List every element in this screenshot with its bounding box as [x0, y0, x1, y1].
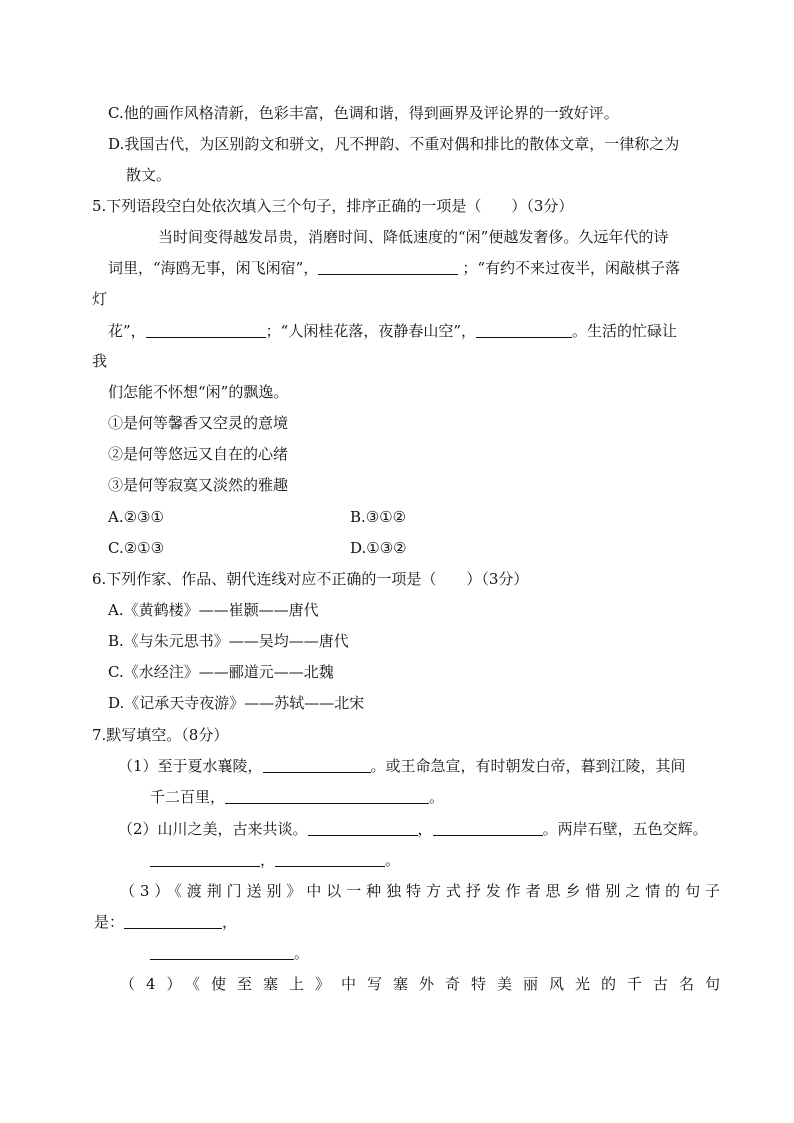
- q7-blank-1[interactable]: [263, 756, 371, 773]
- q7-blank-7[interactable]: [124, 912, 222, 929]
- q5-passage-line4: 花”， ；“人闲桂花落，夜静春山空”， 。生活的忙碌让: [108, 322, 678, 340]
- q5-option-c[interactable]: C.②①③: [108, 539, 165, 557]
- q6-stem: 6.下列作家、作品、朝代连线对应不正确的一项是（ ）（3分）: [92, 570, 529, 588]
- q5-option-b[interactable]: B.③①②: [350, 508, 407, 526]
- q7-item2-line1: （2）山川之美，古来共谈。 ， 。两岸石壁，五色交辉。: [118, 820, 708, 838]
- q7-item1-line2: 千二百里， 。: [150, 788, 445, 806]
- q5-sentence-3: ③是何等寂寞又淡然的雅趣: [108, 476, 289, 494]
- q7-blank-5[interactable]: [150, 850, 260, 867]
- q6-option-b[interactable]: B.《与朱元思书》——吴均——唐代: [108, 632, 349, 650]
- q6-option-d[interactable]: D.《记承天寺夜游》——苏轼——北宋: [108, 694, 365, 712]
- q5-passage-line3: 灯: [92, 290, 108, 308]
- q4-option-d-line1: D.我国古代，为区别韵文和骈文，凡不押韵、不重对偶和排比的散体文章，一律称之为: [108, 135, 680, 153]
- q5-blank-3[interactable]: [476, 321, 572, 338]
- q5-option-a[interactable]: A.②③①: [108, 508, 164, 526]
- q5-passage-line2: 词里，“海鸥无事，闲飞闲宿”， ；“有约不来过夜半，闲敲棋子落: [108, 259, 681, 277]
- q5-blank-2[interactable]: [146, 321, 266, 338]
- q5-stem: 5.下列语段空白处依次填入三个句子，排序正确的一项是（ ）（3分）: [92, 197, 574, 215]
- q5-option-d[interactable]: D.①③②: [350, 539, 407, 557]
- q7-item3-line3: 。: [150, 942, 309, 964]
- q7-item3-line2: 是： ，: [94, 913, 238, 931]
- q6-option-c[interactable]: C.《水经注》——郦道元——北魏: [108, 663, 334, 681]
- q4-option-d-line2: 散文。: [126, 166, 172, 184]
- q7-blank-6[interactable]: [275, 850, 385, 867]
- q5-passage-line5: 我: [92, 352, 108, 370]
- q7-blank-3[interactable]: [308, 819, 418, 836]
- q7-item2-line2: ， 。: [150, 849, 400, 871]
- q7-item3-line1: （3）《渡荆门送别》中以一种独特方式抒发作者思乡惜别之情的句子: [120, 882, 720, 900]
- q6-option-a[interactable]: A.《黄鹤楼》——崔颢——唐代: [108, 601, 319, 619]
- q5-sentence-1: ①是何等馨香又空灵的意境: [108, 414, 289, 432]
- q7-blank-4[interactable]: [433, 819, 543, 836]
- q7-blank-8[interactable]: [150, 943, 294, 960]
- q7-stem: 7.默写填空。（8分）: [92, 726, 229, 744]
- q7-item1-line1: （1）至于夏水襄陵， 。或王命急宣，有时朝发白帝，暮到江陵，其间: [118, 757, 686, 775]
- q7-item4-line1: （4）《使至塞上》中写塞外奇特美丽风光的千古名句: [120, 975, 720, 993]
- q4-option-c: C.他的画作风格清新，色彩丰富，色调和谐，得到画界及评论界的一致好评。: [108, 104, 619, 122]
- q5-sentence-2: ②是何等悠远又自在的心绪: [108, 445, 289, 463]
- q5-blank-1[interactable]: [318, 258, 458, 275]
- q5-passage-line6: 们怎能不怀想“闲”的飘逸。: [108, 383, 289, 401]
- q7-blank-2[interactable]: [225, 787, 429, 804]
- q5-passage-line1: 当时间变得越发昂贵，消磨时间、降低速度的“闲”便越发奢侈。久远年代的诗: [158, 228, 669, 246]
